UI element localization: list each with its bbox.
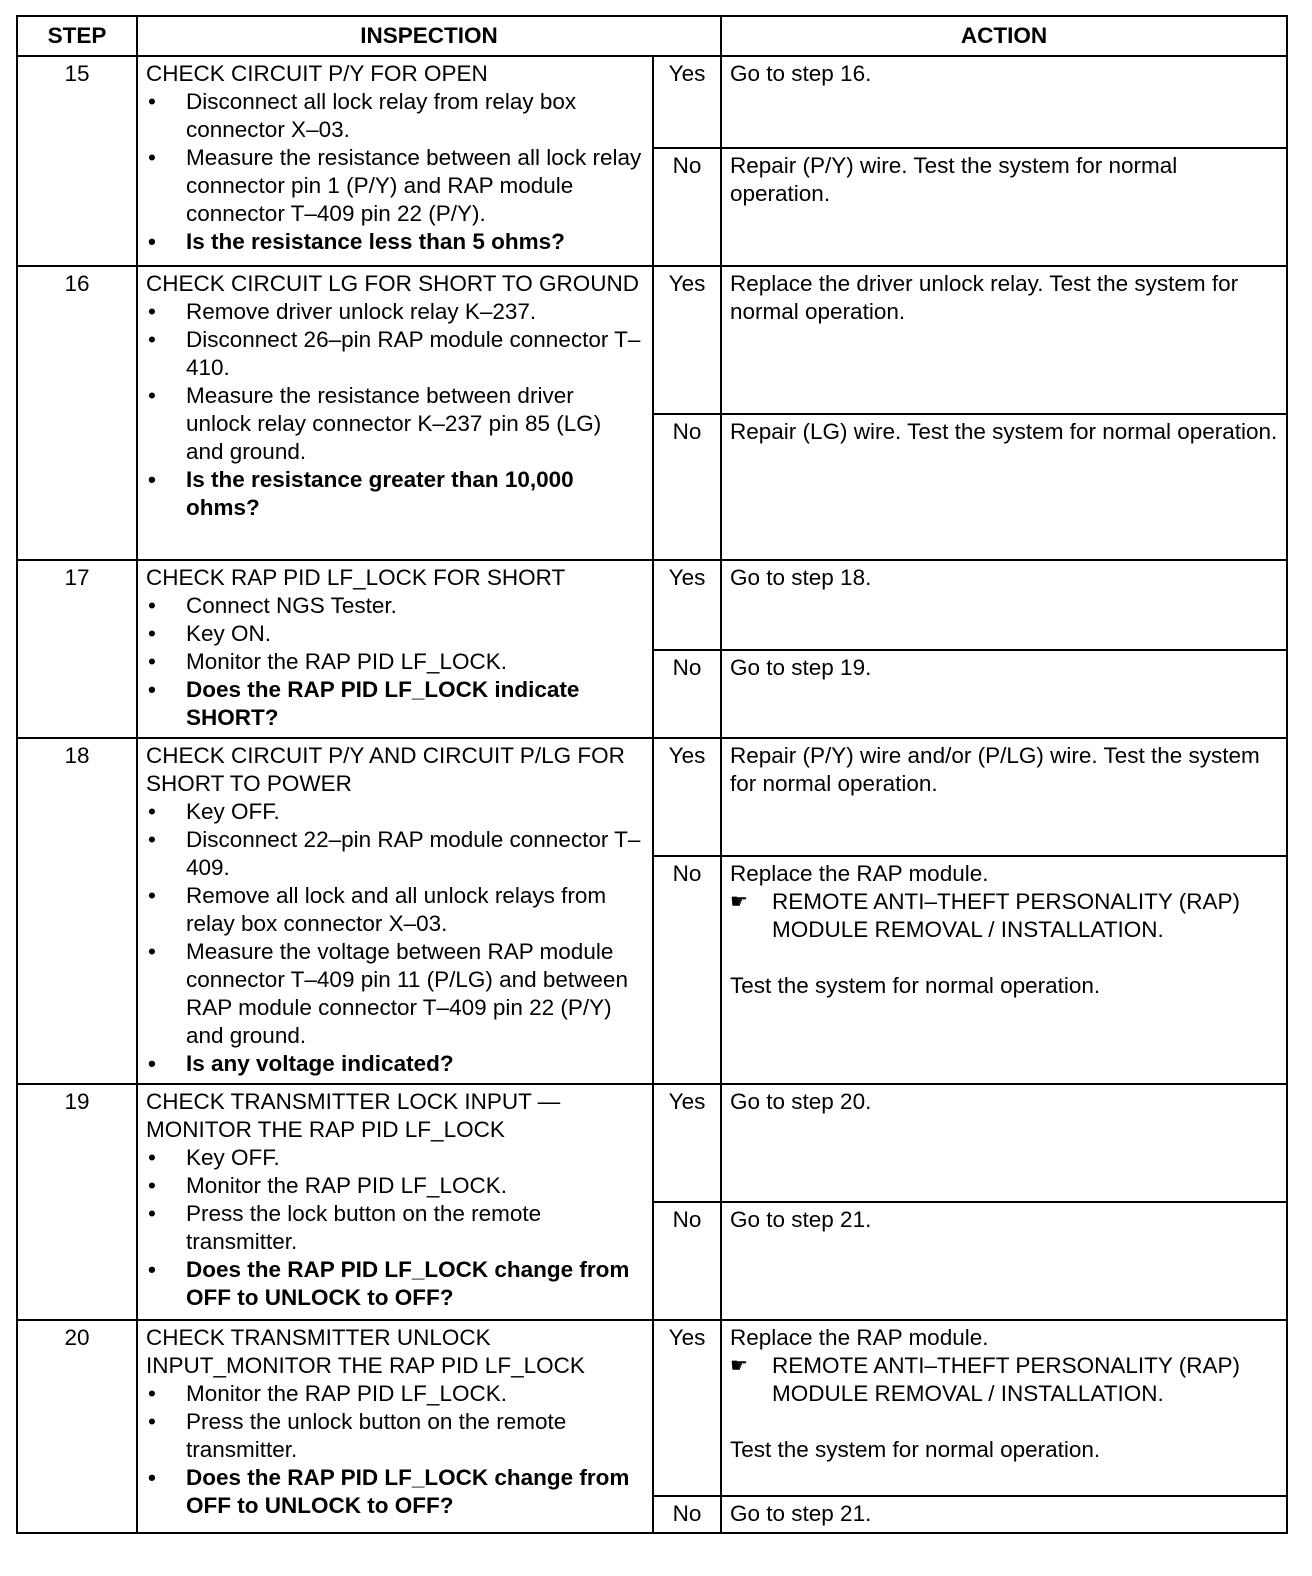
inspection-bullet: • Disconnect all lock relay from relay box connector X–03. <box>146 88 644 144</box>
inspection-bullet: • Disconnect 26–pin RAP module connector T–410. <box>146 326 644 382</box>
inspection-cell <box>137 560 653 738</box>
no-label: No <box>653 1496 721 1533</box>
yes-label: Yes <box>653 738 721 856</box>
inspection-bullet: • Key ON. <box>146 620 644 648</box>
step-number: 20 <box>17 1320 137 1533</box>
inspection-bullet: • Measure the resistance between all lock relay connector pin 1 (P/Y) and RAP module connector T–409 pin 22 (P/Y). <box>146 144 644 228</box>
reference-text: REMOTE ANTI–THEFT PERSONALITY (RAP) MODULE REMOVAL / INSTALLATION. <box>772 1353 1240 1406</box>
inspection-bullet: • Monitor the RAP PID LF_LOCK. <box>146 1380 644 1408</box>
step-15-yes-row <box>17 56 1287 148</box>
spacer <box>730 1408 1278 1436</box>
inspection-bullet: • Key OFF. <box>146 798 644 826</box>
inspection-list <box>146 798 644 1078</box>
inspection-list <box>146 1144 644 1312</box>
pointing-hand-icon: ☛ <box>730 891 748 913</box>
yes-label: Yes <box>653 560 721 650</box>
step-number: 16 <box>17 266 137 560</box>
inspection-list <box>146 592 644 732</box>
step-number: 18 <box>17 738 137 1084</box>
inspection-title: CHECK CIRCUIT P/Y AND CIRCUIT P/LG FOR SHORT TO POWER <box>146 743 625 796</box>
inspection-question: • Does the RAP PID LF_LOCK change from OFF to UNLOCK to OFF? <box>146 1464 644 1520</box>
inspection-cell <box>137 266 653 560</box>
inspection-title: CHECK TRANSMITTER LOCK INPUT — MONITOR THE RAP PID LF_LOCK <box>146 1089 561 1142</box>
no-action: Go to step 19. <box>721 650 1287 738</box>
inspection-question: • Is the resistance less than 5 ohms? <box>146 228 644 256</box>
step-20-yes-row <box>17 1320 1287 1496</box>
no-label: No <box>653 148 721 266</box>
inspection-question: • Is any voltage indicated? <box>146 1050 644 1078</box>
inspection-title: CHECK CIRCUIT LG FOR SHORT TO GROUND <box>146 271 639 296</box>
inspection-cell <box>137 1320 653 1533</box>
inspection-bullet: • Disconnect 22–pin RAP module connector T–409. <box>146 826 644 882</box>
header-action: ACTION <box>721 16 1287 56</box>
no-action: Go to step 21. <box>721 1496 1287 1533</box>
yes-action: Replace the driver unlock relay. Test the system for normal operation. <box>721 266 1287 414</box>
spacer <box>730 944 1278 972</box>
yes-label: Yes <box>653 266 721 414</box>
header-inspection: INSPECTION <box>137 16 721 56</box>
inspection-title: CHECK TRANSMITTER UNLOCK INPUT_MONITOR THE RAP PID LF_LOCK <box>146 1325 585 1378</box>
inspection-bullet: • Remove all lock and all unlock relays from relay box connector X–03. <box>146 882 644 938</box>
inspection-cell <box>137 738 653 1084</box>
inspection-list <box>146 1380 644 1520</box>
no-label: No <box>653 856 721 1084</box>
reference-block <box>730 1352 1278 1408</box>
inspection-bullet: • Measure the resistance between driver unlock relay connector K–237 pin 85 (LG) and ground. <box>146 382 644 466</box>
inspection-bullet: • Measure the voltage between RAP module connector T–409 pin 11 (P/LG) and between RAP module connector T–409 pin 22 (P/Y) and ground. <box>146 938 644 1050</box>
inspection-bullet: • Connect NGS Tester. <box>146 592 644 620</box>
diagnostic-table <box>16 15 1288 1534</box>
yes-action: Replace the RAP module. <box>730 1325 989 1350</box>
step-number: 15 <box>17 56 137 266</box>
inspection-question: • Is the resistance greater than 10,000 ohms? <box>146 466 644 522</box>
no-label: No <box>653 414 721 560</box>
pointing-hand-icon: ☛ <box>730 1355 748 1377</box>
inspection-list <box>146 88 644 256</box>
inspection-cell <box>137 1084 653 1320</box>
inspection-bullet: • Press the unlock button on the remote transmitter. <box>146 1408 644 1464</box>
no-action: Go to step 21. <box>721 1202 1287 1320</box>
inspection-bullet: • Key OFF. <box>146 1144 644 1172</box>
yes-label: Yes <box>653 1320 721 1496</box>
yes-action: Repair (P/Y) wire and/or (P/LG) wire. Test the system for normal operation. <box>721 738 1287 856</box>
step-number: 19 <box>17 1084 137 1320</box>
step-16-yes-row <box>17 266 1287 414</box>
reference-text: REMOTE ANTI–THEFT PERSONALITY (RAP) MODULE REMOVAL / INSTALLATION. <box>772 889 1240 942</box>
no-action: Replace the RAP module. <box>730 861 989 886</box>
yes-label: Yes <box>653 1084 721 1202</box>
inspection-question: • Does the RAP PID LF_LOCK change from OFF to UNLOCK to OFF? <box>146 1256 644 1312</box>
header-row <box>17 16 1287 56</box>
yes-action: Go to step 20. <box>721 1084 1287 1202</box>
no-label: No <box>653 650 721 738</box>
no-label: No <box>653 1202 721 1320</box>
header-step: STEP <box>17 16 137 56</box>
step-19-yes-row <box>17 1084 1287 1202</box>
step-18-yes-row <box>17 738 1287 856</box>
no-action-cell <box>721 856 1287 1084</box>
inspection-list <box>146 298 644 522</box>
yes-action-followup: Test the system for normal operation. <box>730 1437 1101 1462</box>
reference-block <box>730 888 1278 944</box>
no-action: Repair (P/Y) wire. Test the system for normal operation. <box>721 148 1287 266</box>
inspection-title: CHECK CIRCUIT P/Y FOR OPEN <box>146 61 488 86</box>
inspection-title: CHECK RAP PID LF_LOCK FOR SHORT <box>146 565 566 590</box>
step-17-yes-row <box>17 560 1287 650</box>
yes-label: Yes <box>653 56 721 148</box>
inspection-bullet: • Press the lock button on the remote transmitter. <box>146 1200 644 1256</box>
no-action: Repair (LG) wire. Test the system for normal operation. <box>721 414 1287 560</box>
inspection-bullet: • Monitor the RAP PID LF_LOCK. <box>146 648 644 676</box>
yes-action-cell <box>721 1320 1287 1496</box>
yes-action: Go to step 18. <box>721 560 1287 650</box>
yes-action: Go to step 16. <box>721 56 1287 148</box>
no-action-followup: Test the system for normal operation. <box>730 973 1101 998</box>
inspection-cell <box>137 56 653 266</box>
inspection-question: • Does the RAP PID LF_LOCK indicate SHORT? <box>146 676 644 732</box>
step-number: 17 <box>17 560 137 738</box>
inspection-bullet: • Remove driver unlock relay K–237. <box>146 298 644 326</box>
inspection-bullet: • Monitor the RAP PID LF_LOCK. <box>146 1172 644 1200</box>
